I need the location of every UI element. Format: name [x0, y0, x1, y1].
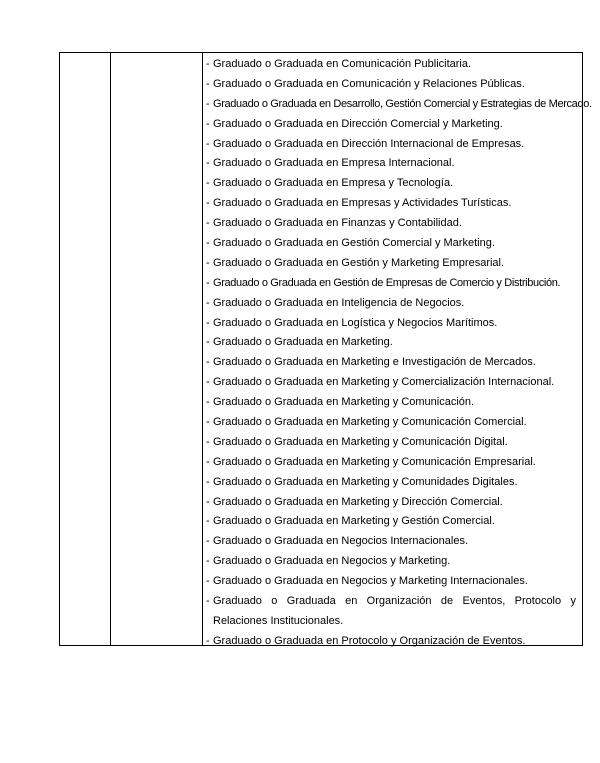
column-divider — [202, 53, 203, 645]
bullet-dash: - — [206, 535, 210, 548]
list-item-text: Graduado o Graduada en Negocios y Marketing Internacionales. — [213, 575, 528, 588]
list-item — [206, 314, 576, 334]
list-item — [206, 413, 576, 433]
list-item — [206, 234, 576, 254]
column-divider — [110, 53, 111, 645]
list-item-text: Graduado o Graduada en Empresa y Tecnología. — [213, 177, 454, 190]
bullet-dash: - — [206, 296, 210, 309]
list-item-text: Graduado o Graduada en Empresa Internacional. — [213, 157, 455, 170]
bullet-dash: - — [206, 157, 210, 170]
list-item — [206, 493, 576, 513]
list-item — [206, 294, 576, 314]
bullet-dash: - — [206, 77, 210, 90]
bullet-dash: - — [206, 316, 210, 329]
bullet-dash: - — [206, 97, 210, 110]
list-item — [206, 532, 576, 552]
list-item-text: Graduado o Graduada en Inteligencia de Negocios. — [213, 296, 465, 309]
list-item-text: Graduado o Graduada en Negocios Internacionales. — [213, 535, 469, 548]
bullet-dash: - — [206, 336, 210, 349]
bullet-dash: - — [206, 58, 210, 70]
bullet-dash: - — [206, 495, 210, 508]
list-item-text: Graduado o Graduada en Gestión de Empresas de Comercio y Distribución. — [213, 276, 561, 289]
list-item — [206, 194, 576, 214]
list-item — [206, 154, 576, 174]
list-item-text: Graduado o Graduada en Logística y Negocios Marítimos. — [213, 316, 498, 329]
bullet-dash: - — [206, 435, 210, 448]
list-item — [206, 453, 576, 473]
list-item-text: Graduado o Graduada en Gestión Comercial y Marketing. — [213, 237, 495, 250]
list-item — [206, 95, 592, 115]
list-item-text: Graduado o Graduada en Dirección Internacional de Empresas. — [213, 137, 525, 150]
list-item — [206, 433, 576, 453]
list-item — [206, 333, 576, 353]
list-item-text: Graduado o Graduada en Marketing y Comunicación. — [213, 396, 475, 409]
bullet-dash: - — [206, 396, 210, 409]
list-item-text: Graduado o Graduada en Marketing y Comunicación Digital. — [213, 435, 508, 448]
degree-list-cell — [206, 55, 592, 652]
bullet-dash: - — [206, 634, 210, 647]
list-item-text: Graduado o Graduada en Protocolo y Organización de Eventos. — [213, 634, 526, 647]
bullet-dash: - — [206, 376, 210, 389]
list-item-text: Graduado o Graduada en Desarrollo, Gestión Comercial y Estrategias de Mercado. — [213, 97, 592, 110]
list-item-text: Graduado o Graduada en Marketing y Gestión Comercial. — [213, 515, 495, 528]
bullet-dash: - — [206, 475, 210, 488]
bullet-dash: - — [206, 177, 210, 190]
list-item — [206, 274, 576, 294]
bullet-dash: - — [206, 117, 210, 130]
list-item-text: Graduado o Graduada en Negocios y Marketing. — [213, 555, 451, 568]
list-item-text: Graduado o Graduada en Marketing. — [213, 336, 393, 349]
list-item-text: Graduado o Graduada en Marketing y Comercialización Internacional. — [213, 376, 555, 389]
bullet-dash: - — [206, 197, 210, 210]
list-item-text: Graduado o Graduada en Marketing e Investigación de Mercados. — [213, 356, 536, 369]
bullet-dash: - — [206, 455, 210, 468]
list-item — [206, 135, 576, 155]
bullet-dash: - — [206, 256, 210, 269]
list-item — [206, 473, 576, 493]
list-item-text: Graduado o Graduada en Comunicación y Relaciones Públicas. — [213, 77, 525, 90]
bullet-dash: - — [206, 356, 210, 369]
list-item-text: Graduado o Graduada en Gestión y Marketing Empresarial. — [213, 256, 505, 269]
list-item — [206, 174, 576, 194]
list-item — [206, 75, 576, 95]
list-item-text: Graduado o Graduada en Finanzas y Contabilidad. — [213, 217, 462, 230]
list-item — [206, 115, 576, 135]
list-item-text: Graduado o Graduada en Marketing y Comunidades Digitales. — [213, 475, 518, 488]
list-item — [206, 552, 576, 572]
list-item-text: Graduado o Graduada en Comunicación Publicitaria. — [213, 58, 472, 70]
bullet-dash: - — [206, 595, 210, 608]
bullet-dash: - — [206, 137, 210, 150]
list-item-text: Graduado o Graduada en Marketing y Comunicación Comercial. — [213, 416, 527, 429]
list-item — [206, 632, 576, 652]
bullet-dash: - — [206, 237, 210, 250]
list-item — [206, 572, 576, 592]
list-item-text: Graduado o Graduada en Dirección Comercial y Marketing. — [213, 117, 503, 130]
bullet-dash: - — [206, 217, 210, 230]
list-item-text: Graduado o Graduada en Marketing y Comunicación Empresarial. — [213, 455, 536, 468]
list-item-text: Graduado o Graduada en Organización de Eventos, Protocolo y Relaciones Institucionales. — [213, 595, 576, 627]
list-item — [206, 373, 576, 393]
list-item — [206, 512, 576, 532]
list-item — [206, 214, 576, 234]
list-item — [206, 393, 576, 413]
list-item — [206, 55, 576, 75]
list-item-text: Graduado o Graduada en Marketing y Dirección Comercial. — [213, 495, 503, 508]
bullet-dash: - — [206, 416, 210, 429]
bullet-dash: - — [206, 555, 210, 568]
list-item — [206, 353, 576, 373]
bullet-dash: - — [206, 575, 210, 588]
table — [59, 52, 592, 647]
list-item-text: Graduado o Graduada en Empresas y Actividades Turísticas. — [213, 197, 512, 210]
bullet-dash: - — [206, 276, 210, 289]
list-item — [206, 254, 576, 274]
list-item — [206, 592, 576, 632]
bullet-dash: - — [206, 515, 210, 528]
